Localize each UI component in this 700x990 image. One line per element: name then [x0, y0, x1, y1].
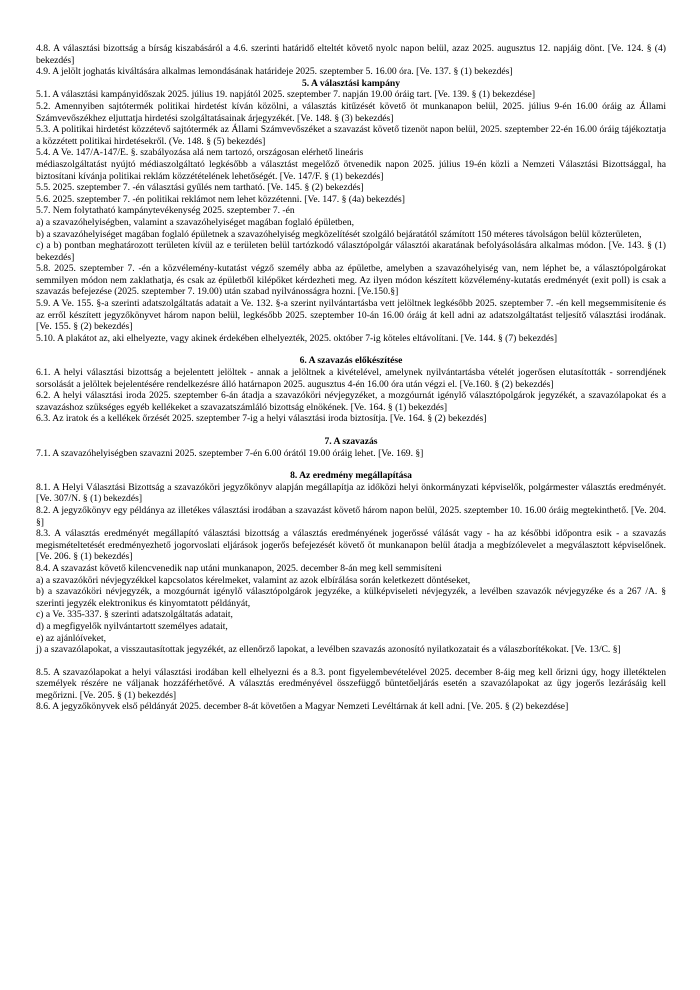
paragraph-5-6: 5.6. 2025. szeptember 7. -én politikai reklámot nem lehet közzétenni. [Ve. 147. § (4a) bekezdés] [36, 193, 405, 205]
paragraph-8-3: 8.3. A választás eredményét megállapító választási bizottság a választás eredményének jogerőssé válását vagy - ha az későbbi időpontra esik - a szavazás megismételtetését eredményezhető jogorvoslati eljárások jogerős befejezését követő öt munkanapon belül átadja a megbízólevelet a megválasztott képviselőnek. [Ve. 206. § (1) bekezdés] [36, 528, 666, 563]
paragraph-5-4: 5.4. A Ve. 147/A-147/E. §. szabályozása alá nem tartozó, országosan elérhető lineáris [36, 147, 364, 159]
paragraph-5-9: 5.9. A Ve. 155. §-a szerinti adatszolgáltatás adatait a Ve. 132. §-a szerint nyilvántartásba vett jelöltnek legkésőbb 2025. szeptember 7. -én kell megsemmisítenie és az erről készített jegyzőkönyvet három napon belül, legkésőbb 2025. szeptember 10-án 16.00 óráig át kell adni az adatszolgáltatást teljesítő választási irodának. [Ve. 155. § (2) bekezdés] [36, 298, 666, 333]
list-item-5-7-a: a) a szavazóhelyiségben, valamint a szavazóhelyiséget magában foglaló épületben, [36, 216, 355, 228]
paragraph-8-5: 8.5. A szavazólapokat a helyi választási irodában kell elhelyezni és a 8.3. pont figyelembevételével 2025. december 8-áig meg kell őrizni úgy, hogy illetéktelen személyek részére ne váljanak hozzáférhetővé. A választás eredményével összefüggő büntetőeljárás esetén a szavazólapokat az ügy jogerős lezárásáig kell megőrizni. [Ve. 205. § (1) bekezdés] [36, 666, 666, 701]
list-item-8-4-d: d) a megfigyelők nyilvántartott személyes adatait, [36, 620, 228, 632]
list-item-5-7-c: c) a b) pontban meghatározott területen kívül az e területen belül tartózkodó választópolgár választói akaratának befolyásolására alkalmas módon. [Ve. 143. § (1) bekezdés] [36, 240, 666, 263]
paragraph-5-10: 5.10. A plakátot az, aki elhelyezte, vagy akinek érdekében elhelyezték, 2025. október 7-ig köteles eltávolítani. [Ve. 144. § (7) bekezdés] [36, 332, 558, 344]
paragraph-8-6: 8.6. A jegyzőkönyvek első példányát 2025. december 8-át követően a Magyar Nemzeti Levéltárnak át kell adni. [Ve. 205. § (2) bekezdése] [36, 701, 569, 713]
list-item-8-4-a: a) a szavazóköri névjegyzékkel kapcsolatos kérelmeket, valamint az azok elbírálása során keletkezett döntéseket, [36, 574, 471, 586]
list-item-8-4-b: b) a szavazóköri névjegyzék, a mozgóurnát igénylő választópolgárok jegyzéke, a külképviseleti névjegyzék, a levélben szavazók névjegyzéke és a 267 /A. § szerinti jegyzék elektronikus és kinyomtatott példányát, [36, 586, 666, 609]
paragraph-8-2: 8.2. A jegyzőkönyv egy példánya az illetékes választási irodában a szavazást követő három napon belül, 2025. szeptember 10. 16.00 óráig megtekinthető. [Ve. 204. §] [36, 504, 666, 528]
paragraph-8-1: 8.1. A Helyi Választási Bizottság a szavazóköri jegyzőkönyv alapján megállapítja az időközi helyi önkormányzati képviselők, polgármester választás eredményét. [Ve. 307/N. § (1) bekezdés] [36, 481, 666, 505]
list-item-8-4-c: c) a Ve. 335-337. § szerinti adatszolgáltatás adatait, [36, 609, 233, 621]
paragraph-5-8: 5.8. 2025. szeptember 7. -én a közvélemény-kutatást végző személy abba az épületbe, amelyben a szavazóhelyiség van, nem léphet be, a választópolgárokat semmilyen módon nem zaklathatja, és csak az épületből kilépőket kérdezheti meg. Az ilyen módon készített közvélemény-kutatás eredményét (exit poll) is csak a szavazás befejezése (2025. szeptember 7. 19.00) után szabad nyilvánosságra hozni. [Ve.150.§] [36, 263, 666, 298]
paragraph-6-3: 6.3. Az iratok és a kellékek őrzését 2025. szeptember 7-ig a helyi választási iroda biztosítja. [Ve. 164. § (2) bekezdés] [36, 413, 487, 425]
paragraph-5-3: 5.3. A politikai hirdetést közzétevő sajtótermék az Állami Számvevőszéket a szavazást követő tizenöt napon belül, 2025. szeptember 22-én 16.00 óráig tájékoztatja a közzétett politikai hirdetésekről. (Ve. 148. § (5) bekezdés] [36, 124, 666, 147]
section-6-heading: 6. A szavazás előkészítése [299, 355, 403, 367]
paragraph-7-1: 7.1. A szavazóhelyiségben szavazni 2025. szeptember 7-én 6.00 órától 19.00 óráig lehet. [Ve. 169. §] [36, 447, 424, 459]
section-8-heading: 8. Az eredmény megállapítása [290, 470, 412, 482]
section-7-heading: 7. A szavazás [324, 436, 378, 447]
paragraph-8-4: 8.4. A szavazást követő kilencvenedik nap utáni munkanapon, 2025. december 8-án meg kell semmisíteni [36, 562, 442, 574]
paragraph-5-7: 5.7. Nem folytatható kampánytevékenység 2025. szeptember 7. -én [36, 205, 295, 217]
list-item-5-7-b: b) a szavazóhelyiséget magában foglaló épületnek a szavazóhelyiség megközelítését szolgáló bejáratától számított 150 méteres távolságon belül közterületen, [36, 228, 642, 240]
paragraph-5-5: 5.5. 2025. szeptember 7. -én választási gyűlés nem tartható. [Ve. 145. § (2) bekezdés] [36, 182, 364, 194]
paragraph-6-2: 6.2. A helyi választási iroda 2025. szeptember 6-án átadja a szavazóköri névjegyzéket, a mozgóurnát igénylő választópolgárok jegyzékét, a szavazólapokat és a szavazáshoz szükséges egyéb kellékeket a szavazatszámláló bizottság elnökének. [Ve. 164. § (1) bekezdés] [36, 390, 666, 413]
paragraph-4-8: 4.8. A választási bizottság a bírság kiszabásáról a 4.6. szerinti határidő elteltét követő nyolc napon belül, azaz 2025. augusztus 12. napjáig dönt. [Ve. 124. § (4) bekezdés] [36, 43, 666, 66]
list-item-8-4-e: e) az ajánlóíveket, [36, 632, 107, 644]
paragraph-4-9: 4.9. A jelölt joghatás kiváltására alkalmas lemondásának határideje 2025. szeptember 5. 16.00 óra. [Ve. 137. § (1) bekezdés] [36, 66, 513, 78]
paragraph-5-4-cont: médiaszolgáltatást nyújtó médiaszolgáltató legkésőbb a választást megelőző ötvenedik napon 2025. július 19-én közli a Nemzeti Választási Bizottsággal, ha biztosítani kívánja politikai reklám közzétételének lehetőségét. [Ve. 147/F. § (1) bekezdés] [36, 158, 666, 182]
paragraph-6-1: 6.1. A helyi választási bizottság a bejelentett jelöltek - annak a jelöltnek a kivételével, amelynek nyilvántartásba vételét jogerősen elutasították - sorrendjének sorsolását a jelöltek bejelentésére rendelkezésre álló határnapon 2025. augusztus 4-én 16.00 óra után végzi el. [Ve.160. § (2) bekezdés] [36, 367, 666, 390]
paragraph-5-2: 5.2. Amennyiben sajtótermék politikai hirdetést kíván közölni, a választás kitűzését követő öt munkanapon belül, 2025. július 9-én 16.00 óráig az Állami Számvevőszékhez eljuttatja hirdetési szolgáltatásainak árjegyzékét. [Ve. 148. § (3) bekezdés] [36, 100, 666, 124]
list-item-8-4-j: j) a szavazólapokat, a visszautasítottak jegyzékét, az ellenőrző lapokat, a levélben szavazás azonosító nyilatkozatait és a válaszborítékokat. [Ve. 13/C. §] [36, 644, 621, 656]
section-5-heading: 5. A választási kampány [301, 77, 401, 89]
paragraph-5-1: 5.1. A választási kampányidőszak 2025. július 19. napjától 2025. szeptember 7. napján 19.00 óráig tart. [Ve. 139. § (1) bekezdése] [36, 89, 536, 101]
